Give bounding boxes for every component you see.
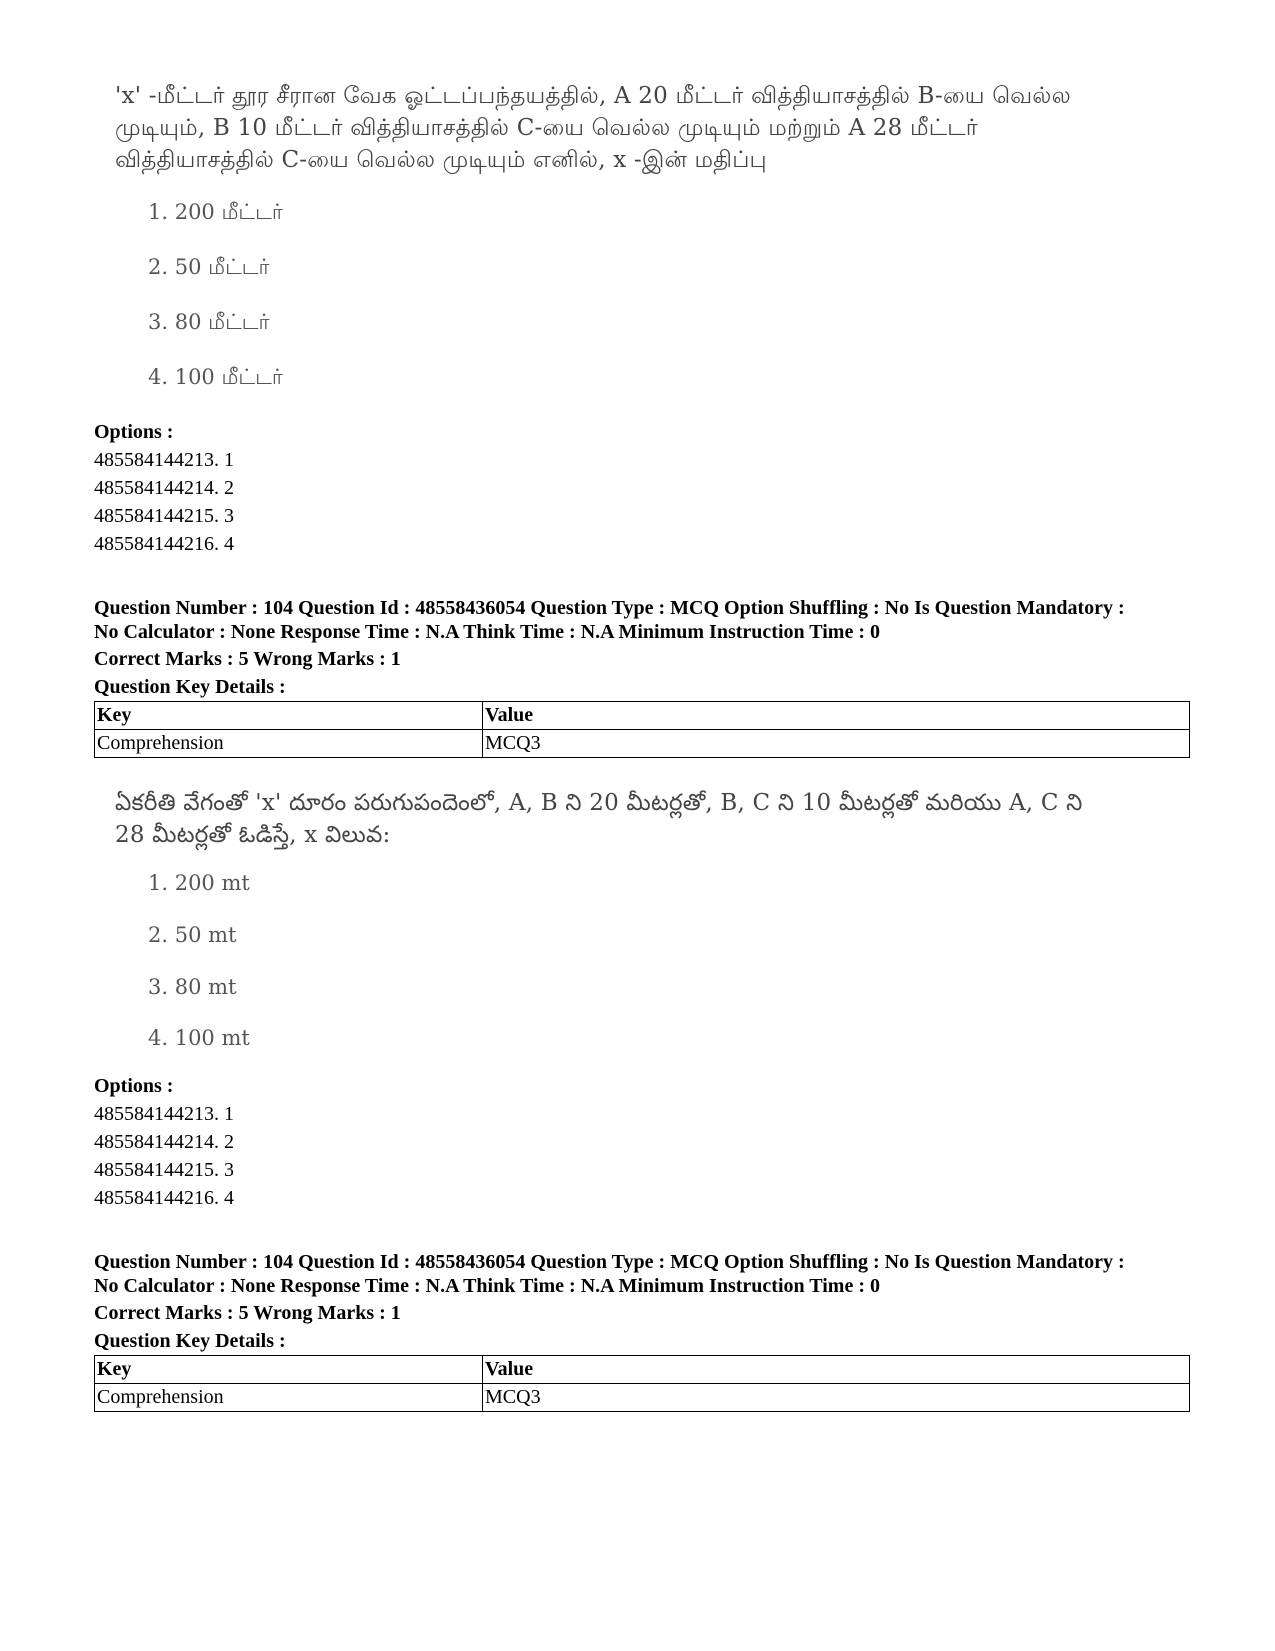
table-row bbox=[95, 1384, 1190, 1412]
table-row bbox=[95, 730, 1190, 758]
option-item: 485584144213. 1 bbox=[94, 1103, 234, 1125]
choice-item: 2. 50 mt bbox=[148, 923, 237, 947]
table-cell-key: Comprehension bbox=[95, 730, 483, 758]
option-item: 485584144216. 4 bbox=[94, 1187, 234, 1209]
choice-item: 4. 100 mt bbox=[148, 1026, 250, 1050]
table-header-row bbox=[95, 702, 1190, 730]
option-item: 485584144214. 2 bbox=[94, 477, 234, 499]
choice-item: 2. 50 மீட்டர் bbox=[148, 255, 270, 279]
table-cell-key: Comprehension bbox=[95, 1384, 483, 1412]
question-key-table bbox=[94, 701, 1190, 758]
question-stem: 'x' -மீட்டர் தூர சீரான வேக ஓட்டப்பந்தயத்தில், A 20 மீட்டர் வித்தியாசத்தில் B-யை வெல்ல முடியும், B 10 மீட்டர் வித்தியாசத்தில் C-யை வெல்ல முடியும் மற்றும் A 28 மீட்டர் வித்தியாசத்தில் C-யை வெல்ல முடியும் எனில், x -இன் மதிப்பு bbox=[115, 83, 1071, 173]
question-key-table bbox=[94, 1355, 1190, 1412]
choice-item: 3. 80 mt bbox=[148, 975, 237, 999]
question-image-telugu bbox=[115, 787, 1115, 1077]
table-cell-value: MCQ3 bbox=[483, 1384, 1190, 1412]
choice-item: 4. 100 மீட்டர் bbox=[148, 365, 283, 389]
question-marks: Correct Marks : 5 Wrong Marks : 1 bbox=[94, 648, 401, 670]
option-item: 485584144215. 3 bbox=[94, 505, 234, 527]
question-key-details-label: Question Key Details : bbox=[94, 676, 286, 698]
options-label: Options : bbox=[94, 1075, 174, 1097]
choice-item: 3. 80 மீட்டர் bbox=[148, 310, 270, 334]
options-label: Options : bbox=[94, 421, 174, 443]
option-item: 485584144213. 1 bbox=[94, 449, 234, 471]
option-item: 485584144214. 2 bbox=[94, 1131, 234, 1153]
choice-item: 1. 200 மீட்டர் bbox=[148, 200, 283, 224]
question-meta-line: No Calculator : None Response Time : N.A Think Time : N.A Minimum Instruction Time : 0 bbox=[94, 621, 880, 643]
table-header-key: Key bbox=[95, 1356, 483, 1384]
question-meta-line: Question Number : 104 Question Id : 48558436054 Question Type : MCQ Option Shuffling : No Is Question Mandatory : bbox=[94, 597, 1125, 619]
table-header-row bbox=[95, 1356, 1190, 1384]
table-header-key: Key bbox=[95, 702, 483, 730]
question-marks: Correct Marks : 5 Wrong Marks : 1 bbox=[94, 1302, 401, 1324]
table-header-value: Value bbox=[483, 1356, 1190, 1384]
option-item: 485584144215. 3 bbox=[94, 1159, 234, 1181]
option-item: 485584144216. 4 bbox=[94, 533, 234, 555]
question-meta-line: No Calculator : None Response Time : N.A Think Time : N.A Minimum Instruction Time : 0 bbox=[94, 1275, 880, 1297]
table-cell-value: MCQ3 bbox=[483, 730, 1190, 758]
table-header-value: Value bbox=[483, 702, 1190, 730]
choice-item: 1. 200 mt bbox=[148, 871, 250, 895]
question-meta-line: Question Number : 104 Question Id : 48558436054 Question Type : MCQ Option Shuffling : No Is Question Mandatory : bbox=[94, 1251, 1125, 1273]
question-key-details-label: Question Key Details : bbox=[94, 1330, 286, 1352]
question-stem: ఏకరీతి వేగంతో 'x' దూరం పరుగుపందెంలో, A, B ని 20 మీటర్లతో, B, C ని 10 మీటర్లతో మరియు A, C ని 28 మీటర్లతో ఓడిస్తే, x విలువ: bbox=[115, 790, 1083, 848]
question-image-tamil bbox=[115, 80, 1075, 400]
